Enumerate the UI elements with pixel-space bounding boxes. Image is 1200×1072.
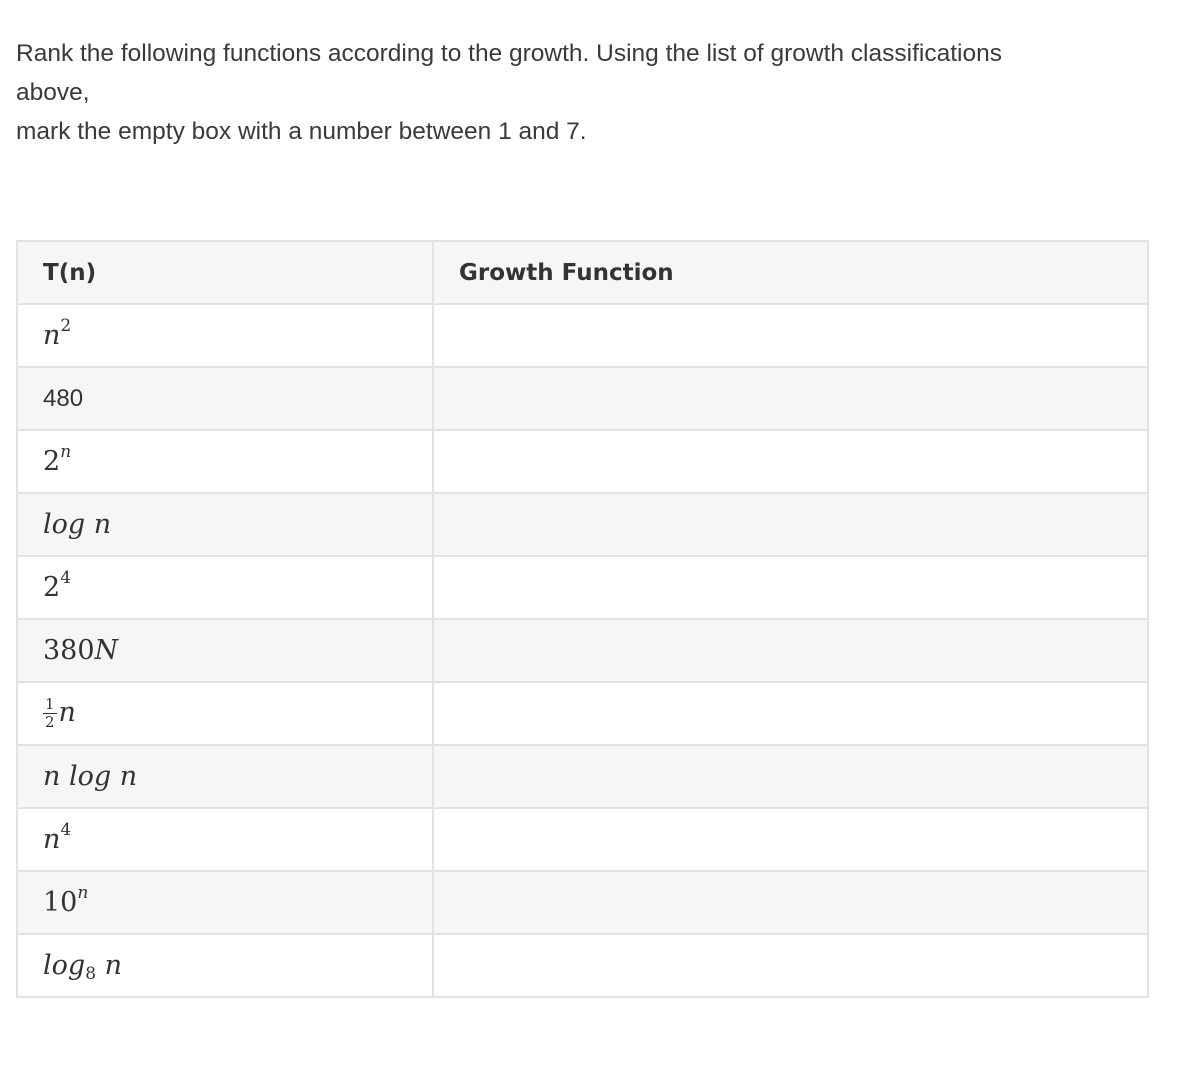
growth-input-cell[interactable] [433,367,1148,430]
growth-input-cell[interactable] [433,556,1148,619]
function-cell [17,745,433,808]
instructions-text [16,34,1116,151]
table-row [17,556,1148,619]
header-tn: T(n) [17,241,433,304]
function-cell [17,682,433,745]
instructions-line-2: above, [16,79,90,106]
growth-input-cell[interactable] [433,745,1148,808]
function-n-log-n: n log n [43,761,138,792]
table-row [17,304,1148,367]
growth-input-cell[interactable] [433,871,1148,934]
function-cell [17,934,433,997]
growth-input-cell[interactable] [433,493,1148,556]
table-header-row [17,241,1148,304]
growth-input-cell[interactable] [433,619,1148,682]
growth-input-cell[interactable] [433,430,1148,493]
function-2-pow-n: 2$^n$ [43,442,72,477]
growth-input-cell[interactable] [433,304,1148,367]
table-row [17,808,1148,871]
function-2-pow-4: $2^4$ [43,568,72,603]
growth-input-cell[interactable] [433,934,1148,997]
growth-input-cell[interactable] [433,808,1148,871]
table-row [17,934,1148,997]
function-cell [17,619,433,682]
function-480: 480 [43,384,84,412]
growth-input-cell[interactable] [433,682,1148,745]
function-cell [17,367,433,430]
function-log8-n: $\log_8 n$ [43,950,122,984]
table-row [17,871,1148,934]
instructions-line-1: Rank the following functions according to the growth. Using the list of growth classifications [16,40,1002,67]
fraction-one-half: $\frac{1}{2}$ [45,695,55,731]
table-row [17,745,1148,808]
function-cell [17,304,433,367]
function-half-n: $\frac{1}{2}$ n [45,695,76,731]
growth-ranking-table [16,240,1149,998]
table-row [17,430,1148,493]
table-row [17,493,1148,556]
function-380n: 380N [43,635,119,666]
table-row [17,367,1148,430]
function-cell [17,493,433,556]
function-10-pow-n: 10$^n$ [43,883,89,918]
function-n-pow-4: $n^4$ [43,820,72,855]
header-growth-function: Growth Function [433,241,1148,304]
function-cell [17,808,433,871]
function-cell [17,556,433,619]
function-n-squared: $n^2$ [43,316,72,351]
function-cell [17,871,433,934]
function-cell [17,430,433,493]
table-row [17,619,1148,682]
instructions-line-3: mark the empty box with a number between 1 and 7. [16,118,587,145]
function-log-n: log n [43,509,112,540]
table-row [17,682,1148,745]
